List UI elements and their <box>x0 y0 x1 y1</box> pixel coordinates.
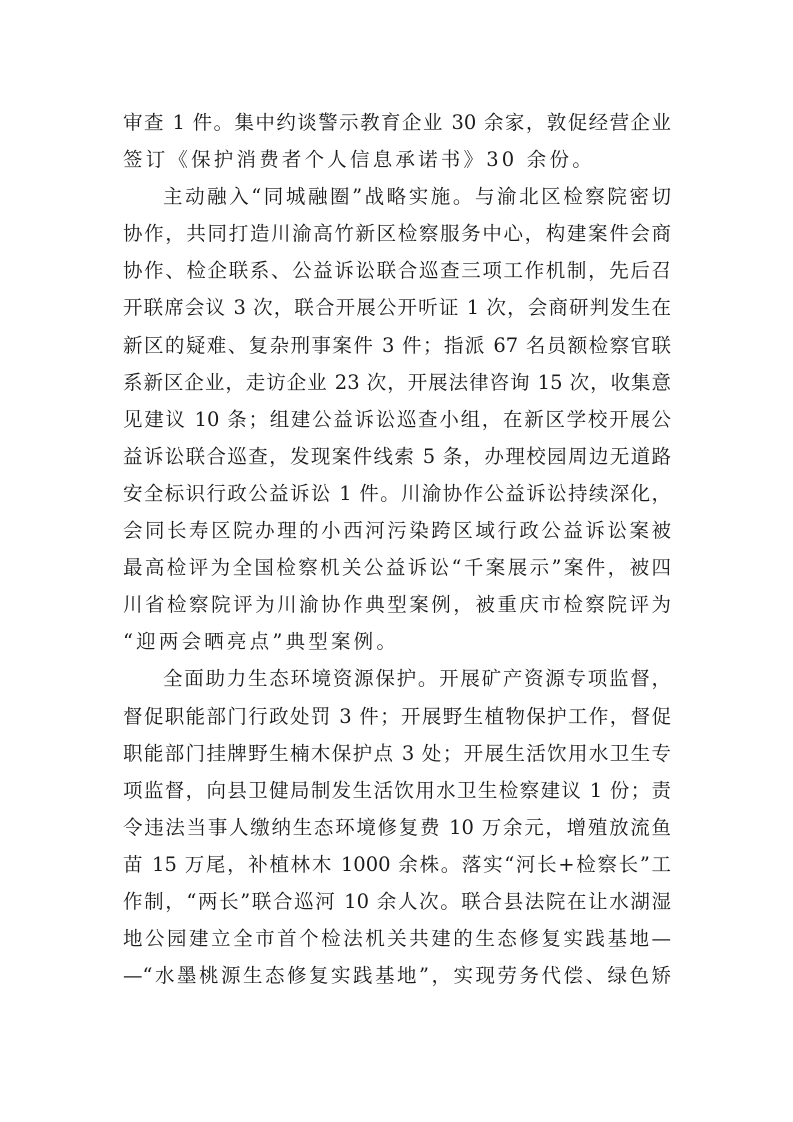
text-line: 协作，共同打造川渝高竹新区检察服务中心，构建案件会商 <box>123 222 671 246</box>
text-line: 协作、检企联系、公益诉讼联合巡查三项工作机制，先后召 <box>123 259 671 283</box>
text-line: “迎两会晒亮点”典型案例。 <box>123 630 400 654</box>
text-line: 审查 1 件。集中约谈警示教育企业 30 余家，敦促经营企业 <box>123 111 671 134</box>
text-line: 安全标识行政公益诉讼 1 件。川渝协作公益诉讼持续深化， <box>123 481 671 505</box>
text-line: 系新区企业，走访企业 23 次，开展法律咨询 15 次，收集意 <box>123 370 671 394</box>
text-line: 督促职能部门行政处罚 3 件；开展野生植物保护工作，督促 <box>123 704 671 728</box>
text-line: 主动融入“同城融圈”战略实施。与渝北区检察院密切 <box>163 185 671 209</box>
text-line: —“水墨桃源生态修复实践基地”，实现劳务代偿、绿色矫 <box>123 964 671 988</box>
text-line: 地公园建立全市首个检法机关共建的生态修复实践基地— <box>123 927 671 951</box>
text-line: 新区的疑难、复杂刑事案件 3 件；指派 67 名员额检察官联 <box>123 333 671 357</box>
text-line: 见建议 10 条；组建公益诉讼巡查小组，在新区学校开展公 <box>123 407 671 431</box>
text-line: 全面助力生态环境资源保护。开展矿产资源专项监督， <box>163 667 671 691</box>
text-line: 签订《保护消费者个人信息承诺书》30 余份。 <box>123 148 595 172</box>
paragraph-ecology <box>123 660 671 994</box>
text-line: 职能部门挂牌野生楠木保护点 3 处；开展生活饮用水卫生专 <box>123 741 671 765</box>
paragraph-tongcheng-rongquan <box>123 178 671 660</box>
text-line: 项监督，向县卫健局制发生活饮用水卫生检察建议 1 份；责 <box>123 778 671 802</box>
text-line: 会同长寿区院办理的小西河污染跨区域行政公益诉讼案被 <box>123 519 671 543</box>
document-page <box>123 104 671 994</box>
text-line: 益诉讼联合巡查，发现案件线索 5 条，办理校园周边无道路 <box>123 444 671 468</box>
paragraph-consumer-info <box>123 104 671 178</box>
text-line: 作制，“两长”联合巡河 10 余人次。联合县法院在让水湖湿 <box>123 889 671 913</box>
text-line: 开联席会议 3 次，联合开展公开听证 1 次，会商研判发生在 <box>123 296 671 320</box>
text-line: 苗 15 万尾，补植林木 1000 余株。落实“河长+检察长”工 <box>123 852 671 876</box>
text-line: 最高检评为全国检察机关公益诉讼“千案展示”案件，被四 <box>123 556 671 580</box>
text-line: 令违法当事人缴纳生态环境修复费 10 万余元，增殖放流鱼 <box>123 815 671 839</box>
text-line: 川省检察院评为川渝协作典型案例，被重庆市检察院评为 <box>123 593 671 617</box>
